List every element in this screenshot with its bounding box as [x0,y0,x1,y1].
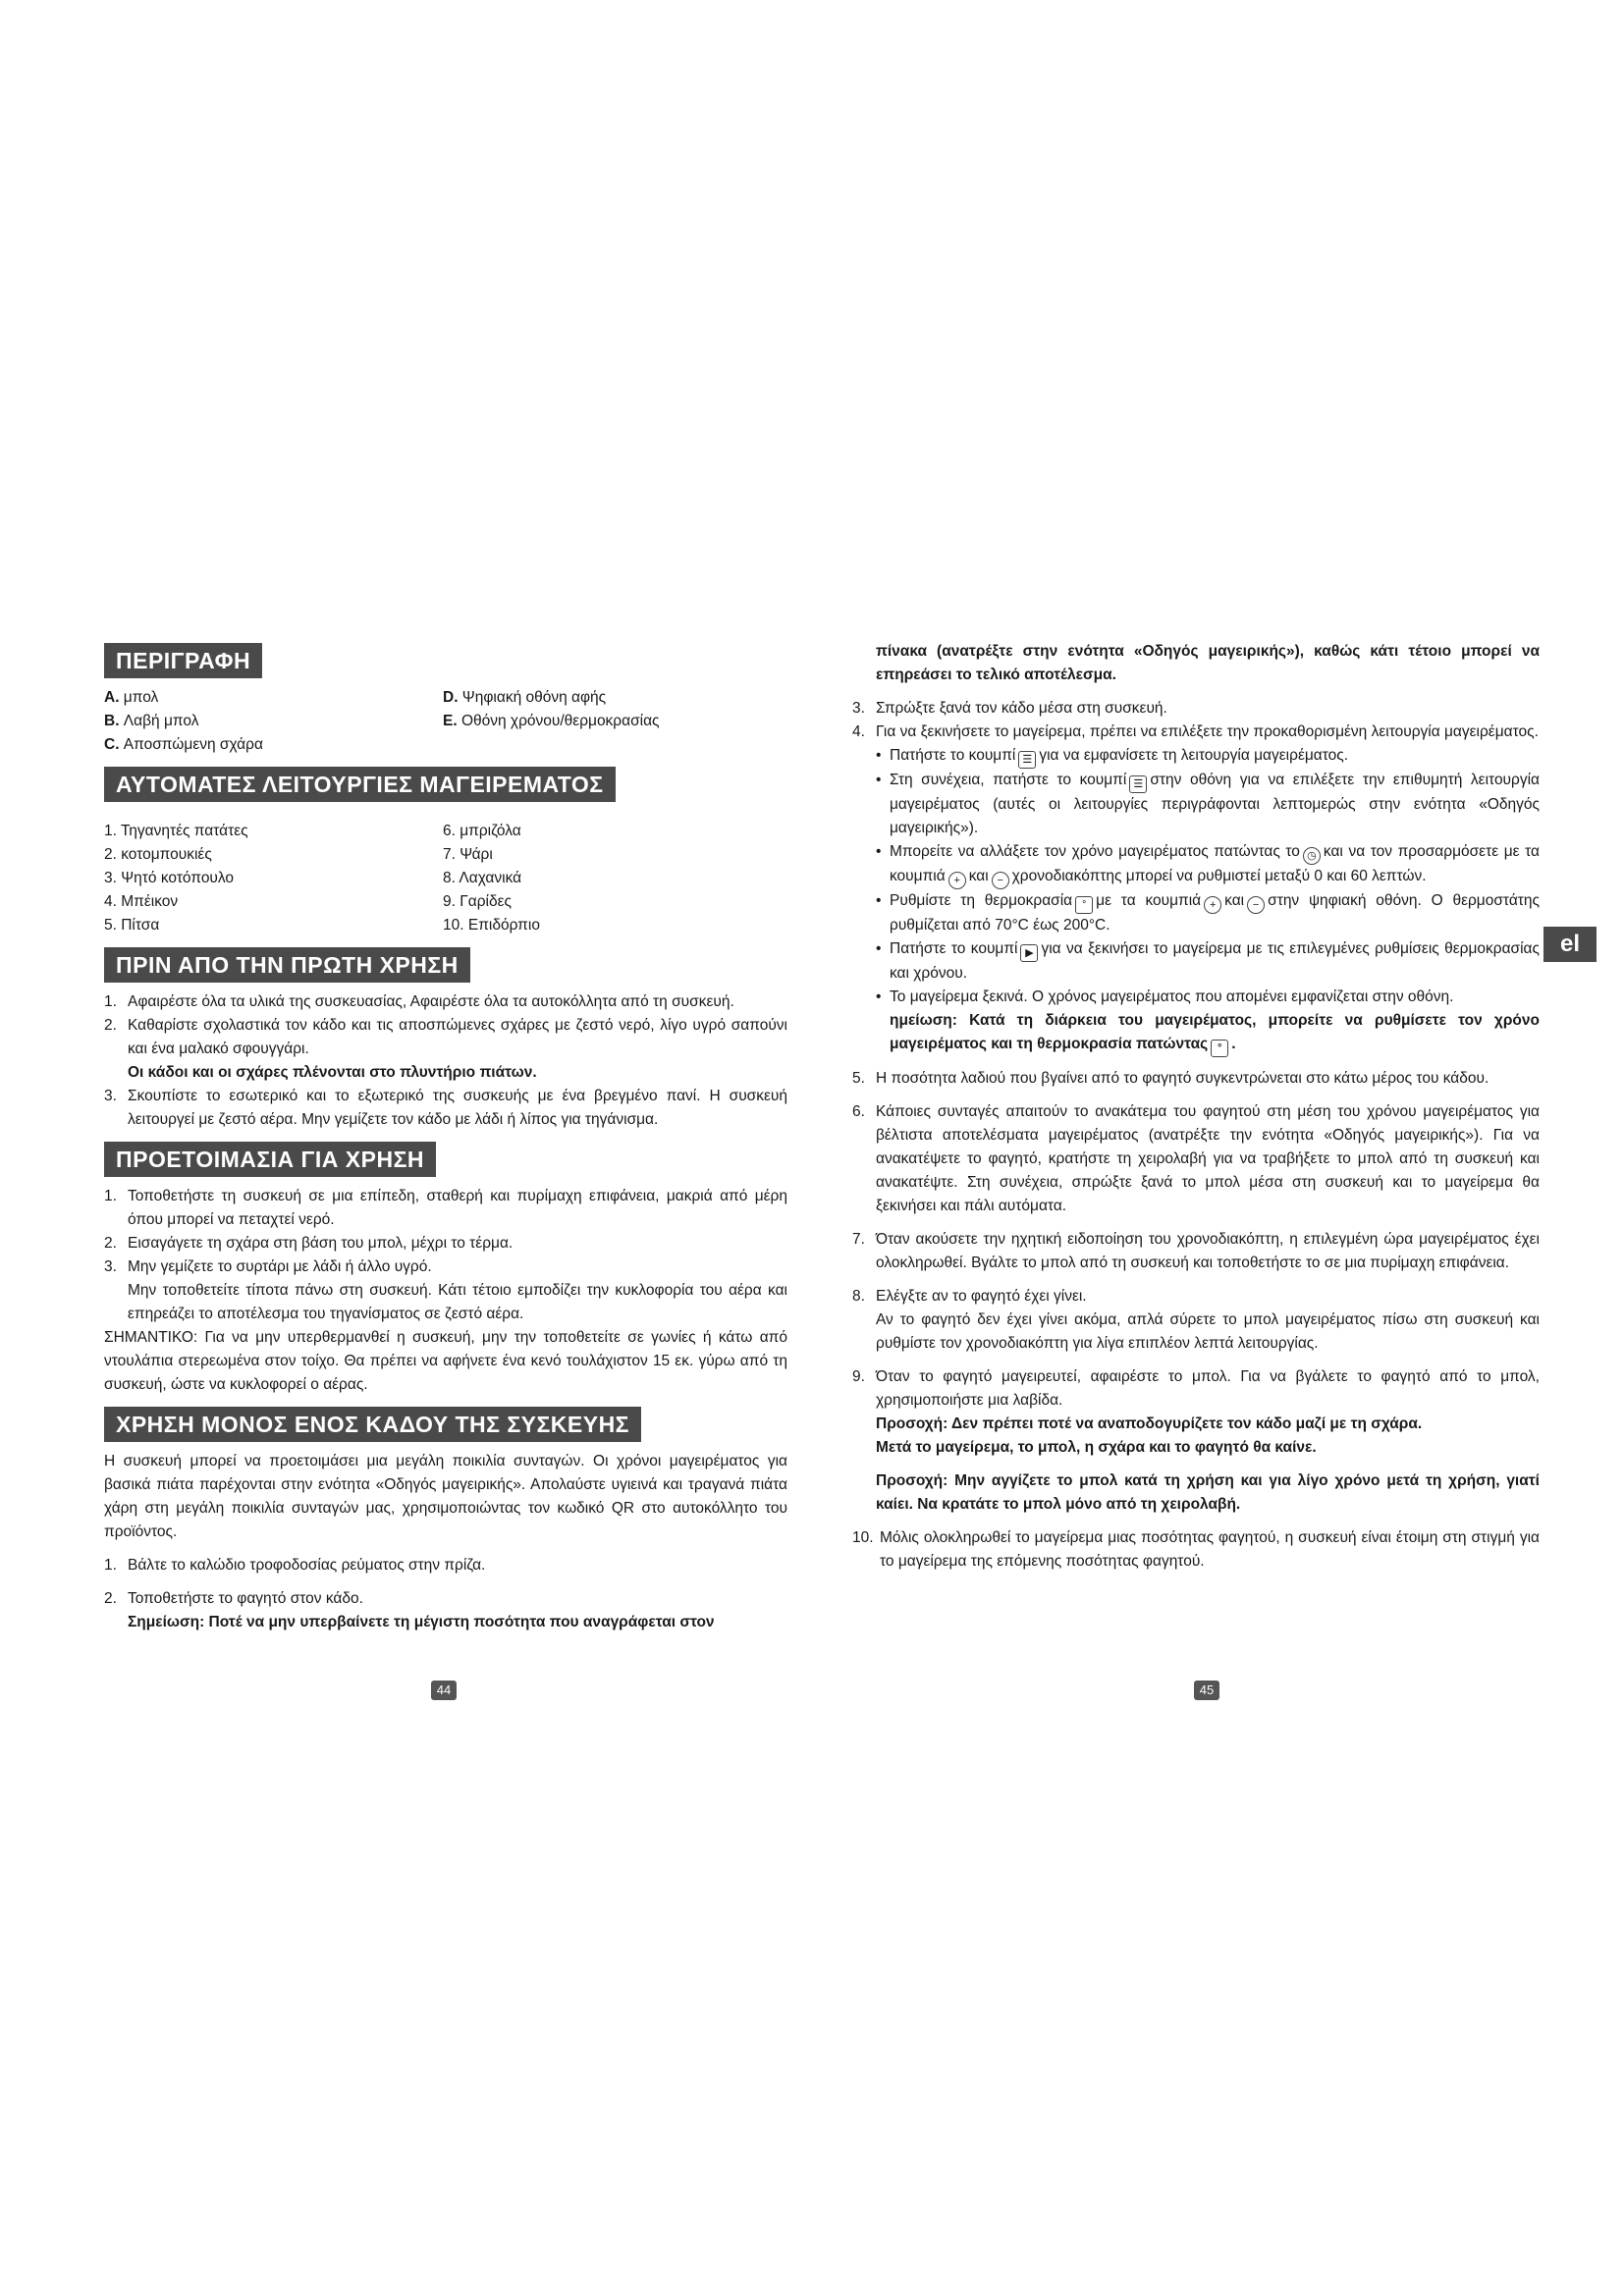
minus-icon: − [992,872,1009,889]
parts-list [104,686,787,757]
list-item: 1. Τοποθετήστε τη συσκευή σε μια επίπεδη, σταθερή και πυρίμαχη επιφάνεια, μακριά από μέρη όπου μπορεί να πεταχτεί νερό. [104,1188,787,1228]
cooking-adjust-note: ημείωση: Κατά τη διάρκεια του μαγειρέματος, μπορείτε να ρυθμίσετε τον χρόνο μαγειρέματος και τη θερμοκρασία πατώντας ° . [852,1009,1540,1057]
list-item: 2. Καθαρίστε σχολαστικά τον κάδο και τις αποσπώμενες σχάρες με ζεστό νερό, λίγο υγρό σαπούνι και ένα μαλακό σφουγγάρι. [104,1017,787,1057]
function-item: 7. Ψάρι [443,846,493,863]
intro-paragraph: Η συσκευή μπορεί να προετοιμάσει μια μεγάλη ποικιλία συνταγών. Οι χρόνοι μαγειρέματος για βασικά πιάτα παρέχονται στην ενότητα «Οδηγός μαγειρικής». Απολαύστε υγιεινά και τραγανά πιάτα χάρη στη μεγάλη ποικιλία συνταγών μας, χρησιμοποιώντας τον κωδικό QR στο αυτοκόλλητο του προϊόντος. [104,1453,787,1540]
function-item: 1. Τηγανητές πατάτες [104,823,248,839]
part-item: B. Λαβή μπολ [104,713,199,729]
function-item: 6. μπριζόλα [443,823,521,839]
bullet-item: • Το μαγείρεμα ξεκινά. Ο χρόνος μαγειρέματος που απομένει εμφανίζεται στην οθόνη. [876,988,1454,1005]
list-item: 3. Μην γεμίζετε το συρτάρι με λάδι ή άλλο υγρό. [104,1258,432,1275]
section-heading-single-bowl-use: ΧΡΗΣΗ ΜΟΝΟΣ ΕΝΟΣ ΚΑΔΟΥ ΤΗΣ ΣΥΣΚΕΥΗΣ [104,1407,641,1442]
list-item: 3. Σκουπίστε το εσωτερικό και το εξωτερικό της συσκευής με ένα βρεγμένο πανί. Η συσκευή λειτουργεί με ζεστό αέρα. Μην γεμίζετε τον κάδο με λάδι ή λίπος για τηγάνισμα. [104,1088,787,1128]
page-number-left: 44 [431,1681,457,1700]
temperature-icon: ° [1211,1040,1228,1057]
plus-icon: + [1204,896,1221,914]
airflow-note: Μην τοποθετείτε τίποτα πάνω στη συσκευή. Κάτι τέτοιο εμποδίζει την κυκλοφορία του αέρα και επηρεάζει το αποτέλεσμα του τηγανίσματος σε ζεστό αέρα. [128,1282,787,1322]
list-item: 2. Τοποθετήστε το φαγητό στον κάδο. [104,1590,363,1607]
start-stop-icon: ▶ [1020,944,1038,962]
bullet-item: • Πατήστε το κουμπί ☰ για να εμφανίσετε τη λειτουργία μαγειρέματος. [876,744,1540,769]
list-item: 7. Όταν ακούσετε την ηχητική ειδοποίηση του χρονοδιακόπτη, η επιλεγμένη ώρα μαγειρέματος έχει ολοκληρωθεί. Βγάλτε το μπολ από τη συσκευή και τοποθετήστε το σε μια πυρίμαχη επιφάνεια. [852,1231,1540,1271]
part-item: C. Αποσπώμενη σχάρα [104,736,263,753]
function-item: 3. Ψητό κοτόπουλο [104,870,235,886]
section-heading-auto-functions: ΑΥΤΟΜΑΤΕΣ ΛΕΙΤΟΥΡΓΙΕΣ ΜΑΓΕΙΡΕΜΑΤΟΣ [104,767,616,802]
menu-button-icon: ☰ [1129,775,1147,793]
list-item: 2. Εισαγάγετε τη σχάρα στη βάση του μπολ, μέχρι το τέρμα. [104,1235,514,1252]
function-item: 4. Μπέικον [104,893,179,910]
list-item: 5. Η ποσότητα λαδιού που βγαίνει από το φαγητό συγκεντρώνεται στο κάτω μέρος του κάδου. [852,1070,1489,1087]
right-page [852,640,1540,1574]
part-item: E. Οθόνη χρόνου/θερμοκρασίας [443,713,660,729]
auto-functions-list [104,820,787,937]
list-item: 9. Όταν το φαγητό μαγειρευτεί, αφαιρέστε το μπολ. Για να βγάλετε το φαγητό από το μπολ, χρησιμοποιήστε μια λαβίδα. [852,1368,1540,1409]
max-quantity-note: Σημείωση: Ποτέ να μην υπερβαίνετε τη μέγιστη ποσότητα που αναγράφεται στον [128,1614,715,1630]
part-item: D. Ψηφιακή οθόνη αφής [443,689,607,706]
section-heading-description: ΠΕΡΙΓΡΑΦΗ [104,643,262,678]
bullet-item: • Πατήστε το κουμπί ▶ για να ξεκινήσει το μαγείρεμα με τις επιλεγμένες ρυθμίσεις θερμοκρασίας και χρόνου. [876,940,1540,982]
timer-icon: ◷ [1303,847,1321,865]
menu-button-icon: ☰ [1018,751,1036,769]
list-item: 1. Αφαιρέστε όλα τα υλικά της συσκευασίας, Αφαιρέστε όλα τα αυτοκόλλητα από τη συσκευή. [104,993,734,1010]
list-item: 3. Σπρώξτε ξανά τον κάδο μέσα στη συσκευή. [852,700,1167,717]
left-page [104,643,787,1634]
dishwasher-note: Οι κάδοι και οι σχάρες πλένονται στο πλυντήριο πιάτων. [128,1064,537,1081]
list-item: 1. Βάλτε το καλώδιο τροφοδοσίας ρεύματος στην πρίζα. [104,1557,486,1574]
function-item: 5. Πίτσα [104,917,160,934]
bullet-item: • Μπορείτε να αλλάξετε τον χρόνο μαγειρέματος πατώντας το ◷ και να τον προσαρμόσετε με τα κουμπιά + και − χρονοδιακόπτης μπορεί να ρυθμιστεί μεταξύ 0 και 60 λεπτών. [876,840,1540,889]
page-number-right: 45 [1194,1681,1219,1700]
section-heading-before-first-use: ΠΡΙΝ ΑΠΟ ΤΗΝ ΠΡΩΤΗ ΧΡΗΣΗ [104,947,470,983]
bullet-item: • Ρυθμίστε τη θερμοκρασία ° με τα κουμπιά + και − στην ψηφιακή οθόνη. Ο θερμοστάτης ρυθμίζεται από 70°C έως 200°C. [876,892,1541,934]
language-tab: el [1543,927,1597,962]
list-item: 6. Κάποιες συνταγές απαιτούν το ανακάτεμα του φαγητού στη μέση του χρόνου μαγειρέματος για βέλτιστα αποτελέσματα μαγειρέματος (ανατρέξτε την ενότητα «Οδηγός μαγειρικής»). Για να ανακατέψετε το φαγητό, κρατήστε τη χειρολαβή για να τραβήξετε το μπολ από τη συσκευή και ανακατέψτε. Στη συνέχεια, σπρώξτε ξανά το μπολ μέσα στη συσκευή και το μαγείρεμα θα ξεκινήσει και πάλι αυτόματα. [852,1103,1540,1214]
temperature-icon: ° [1075,896,1093,914]
minus-icon: − [1247,896,1265,914]
function-item: 2. κοτομπουκιές [104,846,212,863]
section-heading-preparation: ΠΡΟΕΤΟΙΜΑΣΙΑ ΓΙΑ ΧΡΗΣΗ [104,1142,436,1177]
function-item: 8. Λαχανικά [443,870,522,886]
part-item: A. μπολ [104,689,159,706]
continued-note: πίνακα (ανατρέξτε στην ενότητα «Οδηγός μαγειρικής»), καθώς κάτι τέτοιο μπορεί να επηρεάσει το τελικό αποτέλεσμα. [876,643,1540,683]
plus-icon: + [948,872,966,889]
list-item: 4. Για να ξεκινήσετε το μαγείρεμα, πρέπει να επιλέξετε την προκαθορισμένη λειτουργία μαγειρέματος. [852,723,1539,740]
important-note: ΣΗΜΑΝΤΙΚΟ: Για να μην υπερθερμανθεί η συσκευή, μην την τοποθετείτε σε γωνίες ή κάτω από ντουλάπια στερεωμένα στον τοίχο. Θα πρέπει να αφήνετε ένα κενό τουλάχιστον 15 εκ. γύρω από τη συσκευή, ώστε να κυκλοφορεί ο αέρας. [104,1329,787,1393]
warning-note: Προσοχή: Μην αγγίζετε το μπολ κατά τη χρήση και για λίγο χρόνο μετά τη χρήση, γιατί καίει. Να κρατάτε το μπολ μόνο από τη χειρολαβή. [876,1472,1540,1513]
warning-note: Μετά το μαγείρεμα, το μπολ, η σχάρα και το φαγητό θα καίνε. [876,1439,1317,1456]
list-item: 10. Μόλις ολοκληρωθεί το μαγείρεμα μιας ποσότητας φαγητού, η συσκευή είναι έτοιμη στη στιγμή για το μαγείρεμα της επόμενης ποσότητας φαγητού. [852,1529,1540,1570]
warning-note: Προσοχή: Δεν πρέπει ποτέ να αναποδογυρίζετε τον κάδο μαζί με τη σχάρα. [876,1415,1423,1432]
list-item: 8. Ελέγξτε αν το φαγητό έχει γίνει. [852,1288,1087,1305]
not-done-note: Αν το φαγητό δεν έχει γίνει ακόμα, απλά σύρετε το μπολ μαγειρέματος πίσω στη συσκευή και ρυθμίστε τον χρονοδιακόπτη για λίγα επιπλέον λεπτά λειτουργίας. [876,1311,1540,1352]
function-item: 10. Επιδόρπιο [443,917,540,934]
function-item: 9. Γαρίδες [443,893,512,910]
bullet-item: • Στη συνέχεια, πατήστε το κουμπί ☰ στην οθόνη για να επιλέξετε την επιθυμητή λειτουργία μαγειρέματος (αυτές οι λειτουργίες περιγράφονται λεπτομερώς στην ενότητα «Οδηγός μαγειρικής»). [876,772,1541,836]
